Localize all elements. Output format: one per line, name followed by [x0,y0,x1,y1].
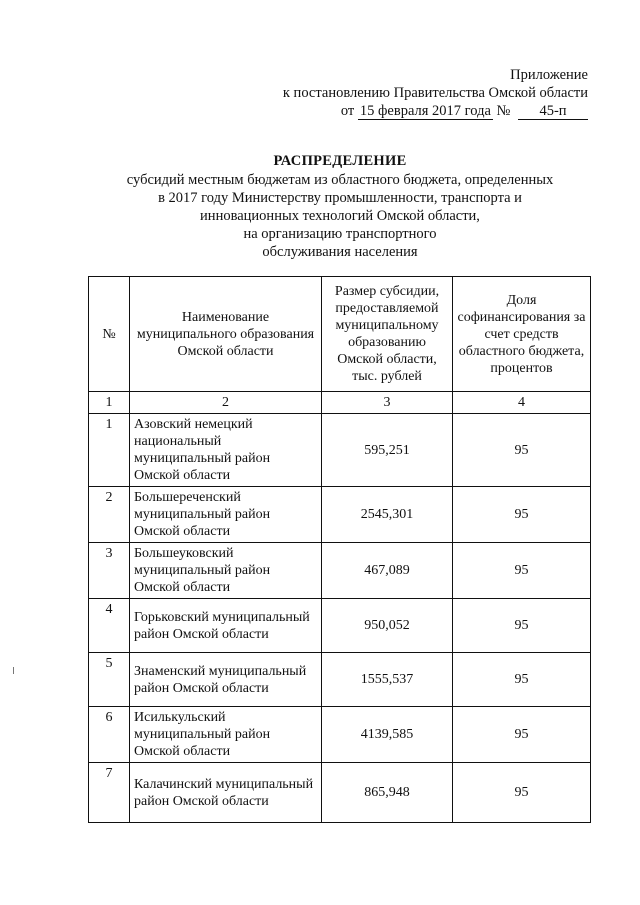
municipality-name: Знаменский муниципальный район Омской области [130,653,322,707]
table-row [89,487,591,543]
subsidy-amount: 595,251 [322,414,453,487]
header-number: № [89,277,130,392]
subtitle-line: субсидий местным бюджетам из областного бюджета, определенных [126,172,554,188]
appendix-decree: к постановлению Правительства Омской области [282,85,588,101]
document-title: РАСПРЕДЕЛЕНИЕ [273,153,407,169]
column-index: 3 [322,392,453,414]
cofinancing-share: 95 [453,487,591,543]
subsidy-amount: 950,052 [322,599,453,653]
column-index: 4 [453,392,591,414]
municipality-name: Горьковский муниципальный район Омской области [130,599,322,653]
municipality-name: Исилькульский муниципальный район Омской области [130,707,322,763]
column-index: 1 [89,392,130,414]
municipality-name: Азовский немецкий национальный муниципальный район Омской области [130,414,322,487]
row-number: 2 [89,487,130,543]
header-subsidy-amount: Размер субсидии, предоставляемой муниципальному образованию Омской области, тыс. рублей [322,277,453,392]
header-cofinancing-share: Доля софинансирования за счет средств областного бюджета, процентов [453,277,591,392]
cofinancing-share: 95 [453,414,591,487]
table-row [89,414,591,487]
table-header-row [89,277,591,392]
subsidy-amount: 2545,301 [322,487,453,543]
cofinancing-share: 95 [453,653,591,707]
cofinancing-share: 95 [453,599,591,653]
appendix-date-line [283,102,588,120]
row-number: 7 [89,763,130,823]
table-row [89,653,591,707]
subsidy-amount: 1555,537 [322,653,453,707]
row-number: 5 [89,653,130,707]
subtitle-line: в 2017 году Министерству промышленности, транспорта и [158,190,522,206]
decree-number: 45-п [518,103,588,120]
municipality-name: Большереченский муниципальный район Омской области [130,487,322,543]
cofinancing-share: 95 [453,763,591,823]
document-title-block [60,152,620,261]
subtitle-line: обслуживания населения [262,244,418,260]
municipality-name: Большеуковский муниципальный район Омской области [130,543,322,599]
cofinancing-share: 95 [453,543,591,599]
appendix-block [283,66,588,120]
table-row [89,763,591,823]
row-number: 4 [89,599,130,653]
row-number: 3 [89,543,130,599]
row-number: 1 [89,414,130,487]
scan-margin-mark [13,667,14,674]
cofinancing-share: 95 [453,707,591,763]
row-number: 6 [89,707,130,763]
decree-date: 15 февраля 2017 года [359,103,491,119]
subsidy-amount: 865,948 [322,763,453,823]
subtitle-line: на организацию транспортного [243,226,437,242]
table-row [89,707,591,763]
date-prefix: от [340,103,355,119]
subsidy-amount: 467,089 [322,543,453,599]
municipality-name: Калачинский муниципальный район Омской области [130,763,322,823]
subsidy-amount: 4139,585 [322,707,453,763]
column-index-row [89,392,591,414]
column-index: 2 [130,392,322,414]
header-municipality: Наименование муниципального образования Омской области [130,277,322,392]
appendix-title: Приложение [510,67,588,83]
subtitle-line: инновационных технологий Омской области, [200,208,480,224]
table-row [89,543,591,599]
number-sign: № [496,103,511,119]
table-row [89,599,591,653]
subsidy-table [88,276,591,823]
